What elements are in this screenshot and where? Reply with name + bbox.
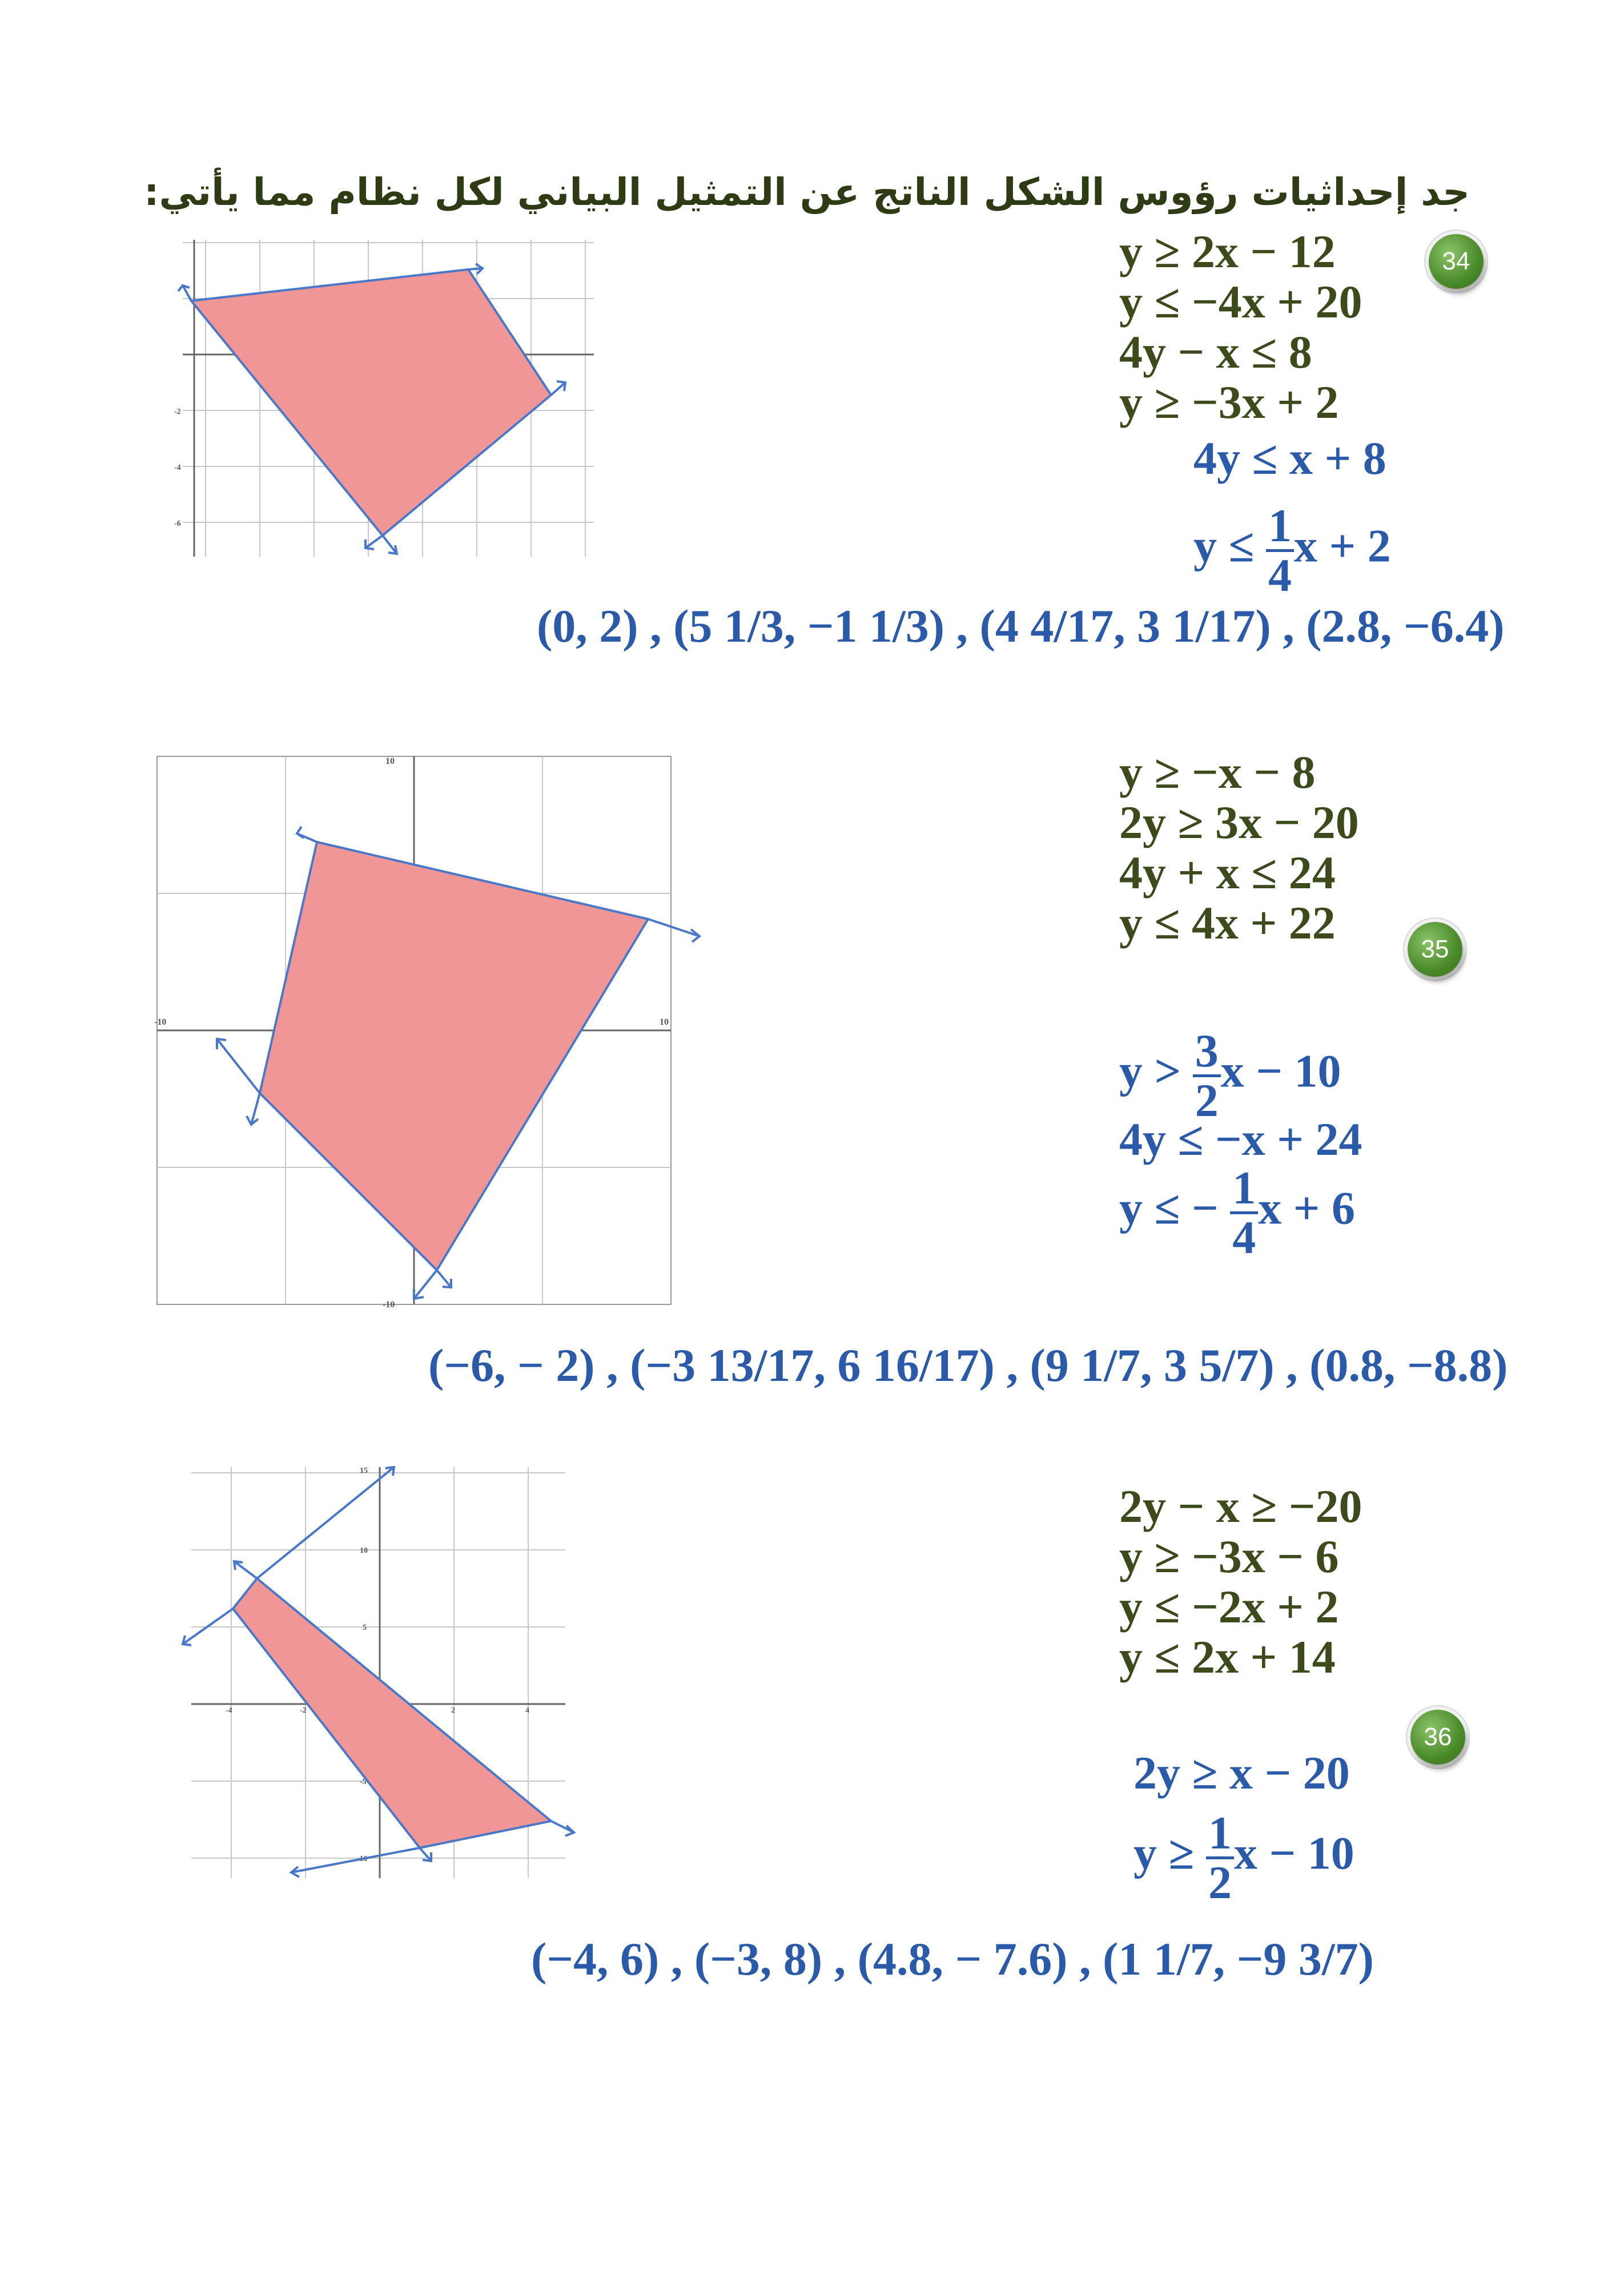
inequality: y ≤ 2x + 14 <box>1119 1631 1336 1683</box>
inequality: 2y − x ≥ −20 <box>1119 1480 1362 1532</box>
problem-number: 35 <box>1421 935 1449 963</box>
tick-label: -10 <box>357 1855 368 1863</box>
inequality: y ≤ −4x + 20 <box>1119 276 1362 328</box>
problem-number: 36 <box>1424 1723 1452 1751</box>
vertices-answer: (−4, 6) , (−3, 8) , (4.8, − 7.6) , (1 1/7, −9 3/7) <box>531 1933 1374 1985</box>
vertices-answer: (0, 2) , (5 1/3, −1 1/3) , (4 4/17, 3 1/17) , (2.8, −6.4) <box>537 600 1505 652</box>
graph-36 <box>171 1461 605 1890</box>
tick-label: -2 <box>300 1706 307 1715</box>
problem-number: 34 <box>1442 247 1470 275</box>
simplified-inequality-fraction: y ≤ − $\frac{1}{4}$ x + 6 <box>1119 1162 1355 1263</box>
inequality: 4y − x ≤ 8 <box>1119 326 1312 378</box>
simplified-inequality: 4y ≤ −x + 24 <box>1119 1113 1362 1165</box>
tick-label: 4 <box>525 1706 529 1715</box>
tick-label: -4 <box>226 1706 232 1715</box>
tick-label: 10 <box>360 1546 368 1555</box>
inequality: y ≤ −2x + 2 <box>1119 1581 1339 1633</box>
tick-label: -4 <box>174 464 181 472</box>
tick-label: 10 <box>385 756 395 766</box>
tick-label: -10 <box>154 1017 167 1027</box>
tick-label: -5 <box>360 1778 367 1786</box>
problem-number-badge <box>1408 922 1462 977</box>
graph-35 <box>154 748 714 1313</box>
tick-label: -2 <box>174 408 181 416</box>
tick-label: 10 <box>660 1017 669 1027</box>
simplified-inequality: 4y ≤ x + 8 <box>1193 432 1386 484</box>
inequality: y ≥ −3x + 2 <box>1119 376 1339 428</box>
feasible-region <box>191 269 551 535</box>
problem-number-badge <box>1429 234 1484 289</box>
tick-label: 15 <box>360 1467 368 1475</box>
feasible-region <box>260 842 648 1270</box>
feasible-region <box>233 1578 551 1848</box>
tick-label: -6 <box>174 519 181 528</box>
inequality: y ≥ −3x − 6 <box>1119 1530 1339 1582</box>
inequality: y ≥ 2x − 12 <box>1119 225 1336 277</box>
inequality: 4y + x ≤ 24 <box>1119 847 1336 899</box>
inequality: y ≤ 4x + 22 <box>1119 897 1336 949</box>
tick-label: 2 <box>451 1706 455 1715</box>
simplified-inequality-fraction: y ≥ $\frac{1}{2}$ x − 10 <box>1133 1807 1354 1908</box>
inequality: 2y ≥ 3x − 20 <box>1119 796 1359 848</box>
graph-34 <box>171 228 605 571</box>
inequality: y ≥ −x − 8 <box>1119 746 1316 798</box>
instruction-text: جد إحداثيات رؤوس الشكل الناتج عن التمثيل البياني لكل نظام مما يأتي: <box>144 170 1470 214</box>
problem-number-badge <box>1410 1710 1465 1765</box>
simplified-inequality: 2y ≥ x − 20 <box>1133 1747 1350 1799</box>
simplified-inequality-fraction: y ≤ $\frac{1}{4}$ x + 2 <box>1193 500 1391 601</box>
vertices-answer: (−6, − 2) , (−3 13/17, 6 16/17) , (9 1/7, 3 5/7) , (0.8, −8.8) <box>428 1339 1508 1391</box>
simplified-inequality-fraction: y > $\frac{3}{2}$ x − 10 <box>1119 1025 1341 1126</box>
tick-label: 5 <box>363 1624 367 1632</box>
tick-label: -10 <box>383 1300 395 1310</box>
